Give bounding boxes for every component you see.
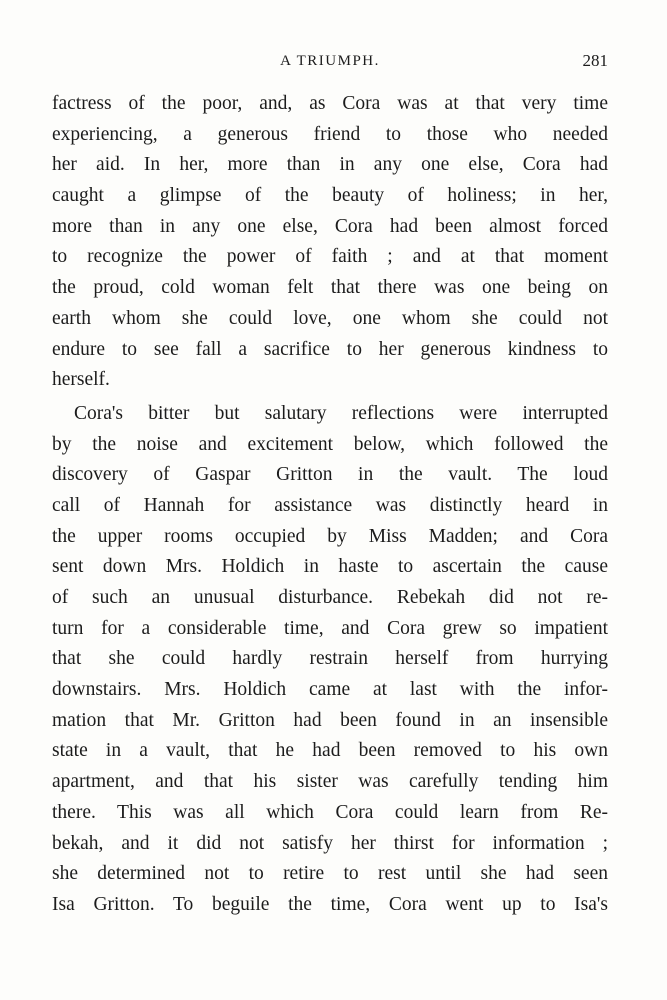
text-line: bekah, and it did not satisfy her thirst for information ; xyxy=(52,832,608,854)
text-line: earth whom she could love, one whom she could not xyxy=(52,307,608,329)
text-line: state in a vault, that he had been removed to his own xyxy=(52,740,608,762)
running-title: A TRIUMPH. xyxy=(280,53,380,69)
paragraph-2 xyxy=(52,399,608,921)
text-line: her aid. In her, more than in any one else, Cora had xyxy=(52,154,608,176)
text-line: herself. xyxy=(52,369,110,391)
text-line: more than in any one else, Cora had been almost forced xyxy=(52,215,608,237)
text-line: caught a glimpse of the beauty of holiness; in her, xyxy=(52,185,608,207)
text-line: there. This was all which Cora could learn from Re- xyxy=(52,801,608,823)
text-line: Isa Gritton. To beguile the time, Cora went up to Isa's xyxy=(52,893,608,915)
text-line: factress of the poor, and, as Cora was at that very time xyxy=(52,93,608,114)
text-line: experiencing, a generous friend to those who needed xyxy=(52,123,608,145)
text-line: of such an unusual disturbance. Rebekah did not re- xyxy=(52,587,608,608)
text-line: discovery of Gaspar Gritton in the vault. The loud xyxy=(52,464,608,486)
text-line: mation that Mr. Gritton had been found in an insensible xyxy=(52,709,608,731)
text-line: Cora's bitter but salutary reflections were interrupted xyxy=(74,402,608,424)
text-line: the upper rooms occupied by Miss Madden; and Cora xyxy=(52,525,608,547)
text-line: call of Hannah for assistance was distinctly heard in xyxy=(52,494,608,516)
body-text xyxy=(52,89,608,921)
text-line: that she could hardly restrain herself from hurrying xyxy=(52,648,608,670)
text-line: endure to see fall a sacrifice to her generous kindness to xyxy=(52,338,608,360)
running-head xyxy=(52,49,608,73)
text-line: she determined not to retire to rest until she had seen xyxy=(52,863,608,885)
text-line: downstairs. Mrs. Holdich came at last with the infor- xyxy=(52,679,608,701)
paragraph-1 xyxy=(52,89,608,396)
text-line: by the noise and excitement below, which followed the xyxy=(52,433,608,455)
text-line: apartment, and that his sister was carefully tending him xyxy=(52,771,608,793)
text-line: the proud, cold woman felt that there was one being on xyxy=(52,277,608,299)
text-line: turn for a considerable time, and Cora grew so impatient xyxy=(52,617,608,639)
text-line: to recognize the power of faith ; and at that moment xyxy=(52,246,608,268)
page-number: 281 xyxy=(582,51,608,70)
text-line: sent down Mrs. Holdich in haste to ascertain the cause xyxy=(52,556,608,578)
